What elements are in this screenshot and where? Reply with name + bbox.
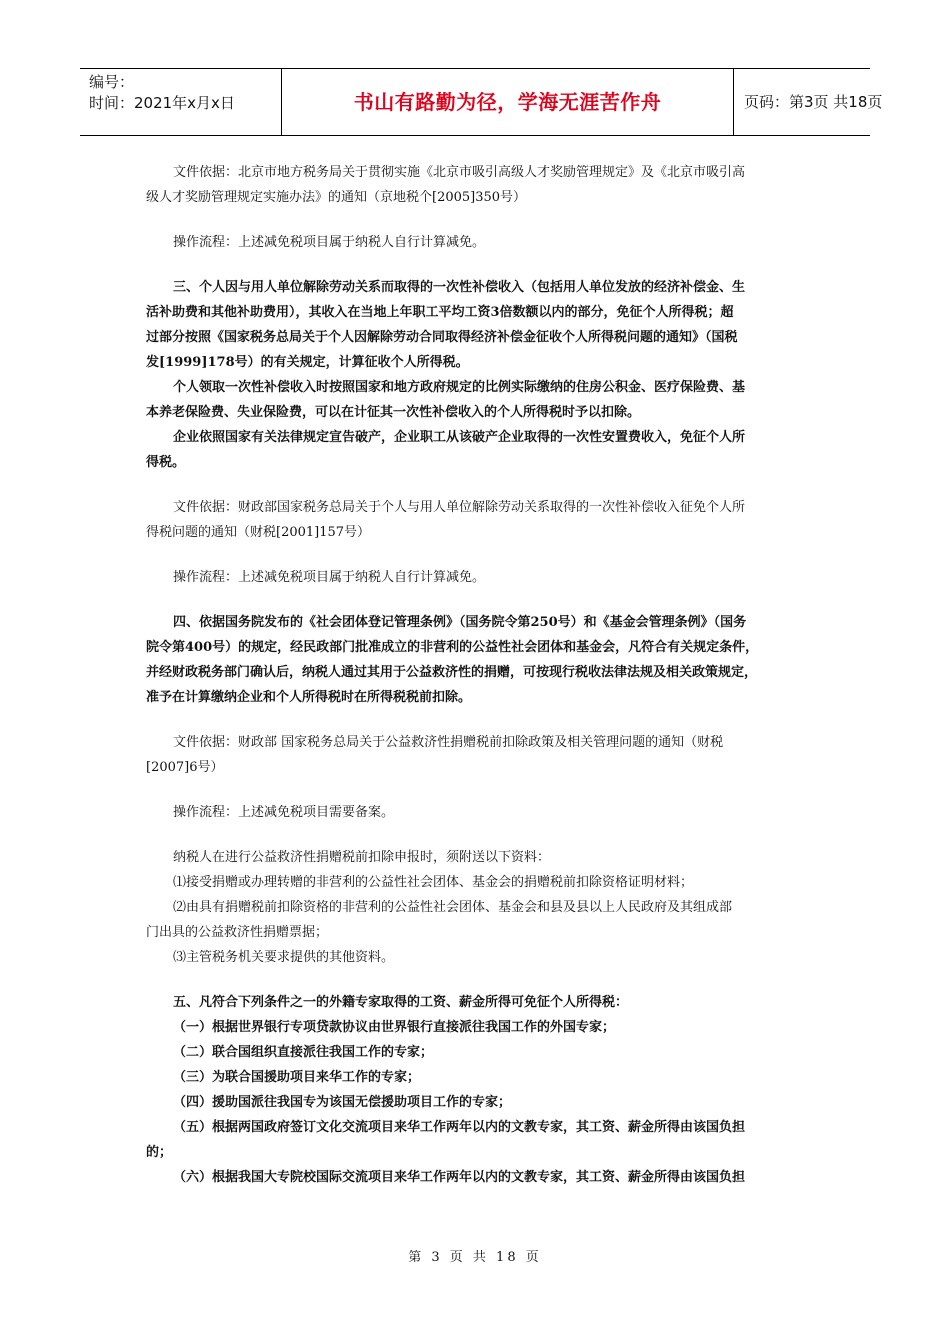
- document-time-label: 时间：2021年x月x日: [89, 94, 235, 112]
- text-line: 个人领取一次性补偿收入时按照国家和地方政府规定的比例实际缴纳的住房公积金、医疗保险费、基: [173, 380, 746, 395]
- expert-condition-3: （三）为联合国援助项目来华工作的专家；: [173, 1070, 421, 1085]
- text-line: 得税问题的通知（财税[2001]157号）: [146, 525, 371, 540]
- basis-paragraph-3: 文件依据：财政部 国家税务总局关于公益救济性捐赠税前扣除政策及相关管理问题的通知（财税: [173, 735, 724, 750]
- text-line: 过部分按照《国家税务总局关于个人因解除劳动合同取得经济补偿金征收个人所得税问题的通知》（国税: [146, 330, 738, 345]
- header-page-number: 页码：第3页 共18页: [744, 93, 883, 111]
- text-line: 发[1999]178号）的有关规定，计算征收个人所得税。: [146, 355, 469, 370]
- materials-item-3: ⑶主管税务机关要求提供的其他资料。: [173, 950, 395, 965]
- header-slogan: 书山有路勤为径，学海无涯苦作舟: [282, 69, 734, 135]
- text-line: 文件依据：北京市地方税务局关于贯彻实施《北京市吸引高级人才奖励管理规定》及《北京市吸引高: [173, 165, 746, 180]
- text-line: 院令第400号）的规定，经民政部门批准成立的非营利的公益性社会团体和基金会，凡符合有关规定条件，: [146, 640, 759, 655]
- page-footer: 第 3 页 共 18 页: [408, 1250, 542, 1265]
- procedure-paragraph-2: 操作流程：上述减免税项目属于纳税人自行计算减免。: [173, 570, 486, 585]
- procedure-paragraph-1: 操作流程：上述减免税项目属于纳税人自行计算减免。: [173, 235, 486, 250]
- document-number-label: 编号：: [89, 73, 135, 91]
- expert-condition-5: （五）根据两国政府签订文化交流项目来华工作两年以内的文教专家，其工资、薪金所得由该国负担: [173, 1120, 746, 1135]
- expert-condition-2: （二）联合国组织直接派往我国工作的专家；: [173, 1045, 434, 1060]
- document-body: [146, 160, 823, 1190]
- text-line: 级人才奖励管理规定实施办法》的通知（京地税个[2005]350号）: [146, 190, 527, 205]
- text-line: 准予在计算缴纳企业和个人所得税时在所得税税前扣除。: [146, 690, 472, 705]
- basis-paragraph-2: 文件依据：财政部国家税务总局关于个人与用人单位解除劳动关系取得的一次性补偿收入征免个人所: [173, 500, 746, 515]
- expert-condition-1: （一）根据世界银行专项贷款协议由世界银行直接派往我国工作的外国专家；: [173, 1020, 616, 1035]
- text-line: 本养老保险费、失业保险费，可以在计征其一次性补偿收入的个人所得税时予以扣除。: [146, 405, 641, 420]
- text-line: 活补助费和其他补助费用），其收入在当地上年职工平均工资3倍数额以内的部分，免征个人所得税；超: [146, 305, 734, 320]
- materials-intro: 纳税人在进行公益救济性捐赠税前扣除申报时，须附送以下资料：: [173, 850, 551, 865]
- section-five-heading: 五、凡符合下列条件之一的外籍专家取得的工资、薪金所得可免征个人所得税：: [173, 995, 629, 1010]
- text-line: 得税。: [146, 455, 186, 470]
- materials-item-1: ⑴接受捐赠或办理转赠的非营利的公益性社会团体、基金会的捐赠税前扣除资格证明材料；: [173, 875, 694, 890]
- section-three-heading: 三、个人因与用人单位解除劳动关系而取得的一次性补偿收入（包括用人单位发放的经济补偿金、生: [173, 280, 746, 295]
- section-four-heading: 四、依据国务院发布的《社会团体登记管理条例》（国务院令第250号）和《基金会管理条例》（国务: [173, 615, 747, 630]
- basis-paragraph-1: [173, 160, 823, 185]
- text-line: 并经财政税务部门确认后，纳税人通过其用于公益救济性的捐赠，可按现行税收法律法规及相关政策规定，: [146, 665, 758, 680]
- text-line: 的；: [146, 1145, 173, 1160]
- expert-condition-4: （四）援助国派往我国专为该国无偿援助项目工作的专家；: [173, 1095, 512, 1110]
- header-meta: [80, 69, 282, 135]
- materials-item-2: ⑵由具有捐赠税前扣除资格的非营利的公益性社会团体、基金会和县及县以上人民政府及其组成部: [173, 900, 733, 915]
- page-header: [80, 68, 883, 136]
- expert-condition-6: （六）根据我国大专院校国际交流项目来华工作两年以内的文教专家，其工资、薪金所得由该国负担: [173, 1170, 746, 1185]
- text-line: 企业依照国家有关法律规定宣告破产，企业职工从该破产企业取得的一次性安置费收入，免征个人所: [173, 430, 746, 445]
- text-line: [2007]6号）: [146, 760, 224, 775]
- text-line: 门出具的公益救济性捐赠票据；: [146, 925, 329, 940]
- procedure-paragraph-3: 操作流程：上述减免税项目需要备案。: [173, 805, 395, 820]
